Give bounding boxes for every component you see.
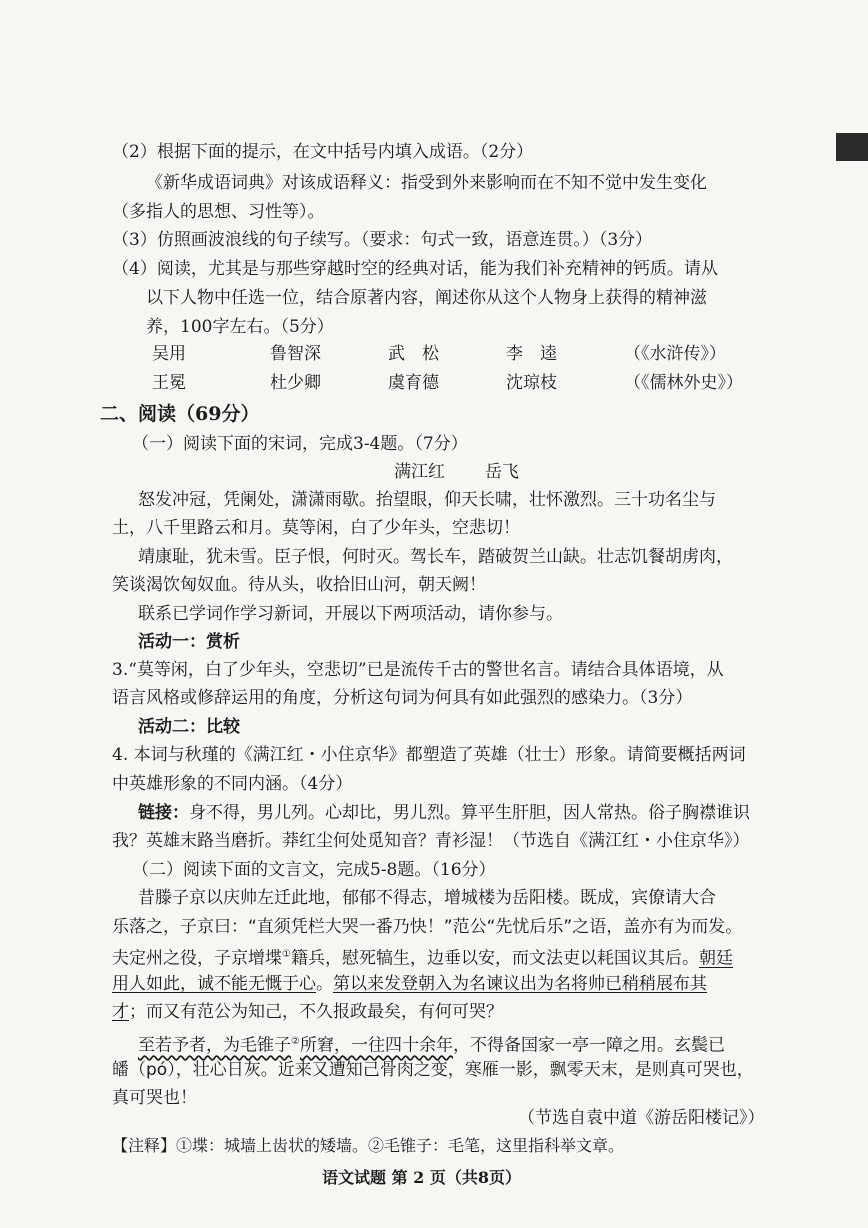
- character-row-rulin: [152, 371, 743, 395]
- question-4-line2: 中英雄形象的不同内涵。（4分）: [112, 774, 353, 794]
- link-line1: [138, 801, 750, 825]
- question-3-line2: 语言风格或修辞运用的角度，分析这句词为何具有如此强烈的感染力。（3分）: [112, 688, 693, 708]
- question-4-line1: 4. 本词与秋瑾的《满江红・小住京华》都塑造了英雄（壮士）形象。请简要概括两词: [112, 745, 746, 765]
- activity-two-label: 活动二：比较: [138, 717, 240, 737]
- prose-text: ；而又有范公为知己，不久报政最矣，有何可哭？: [129, 1002, 503, 1022]
- q4-line3: 养，100字左右。（5分）: [146, 317, 334, 337]
- page-footer: 语文试题 第 2 页（共8页）: [322, 1168, 521, 1187]
- character-name: 杜少卿: [270, 373, 321, 393]
- character-name: 沈琼枝: [506, 373, 557, 393]
- link-text: 身不得，男儿列。心却比，男儿烈。算平生肝胆，因人常热。俗子胸襟谁识: [189, 803, 750, 823]
- poem-author: 岳飞: [485, 462, 519, 482]
- prose-line: 昔滕子京以庆帅左迁此地，郁郁不得志，增城楼为岳阳楼。既成，宾僚请大合: [138, 888, 716, 908]
- book-title: （《水浒传》）: [624, 344, 726, 364]
- underlined-sentence: 才: [112, 1002, 129, 1022]
- character-name: 武 松: [388, 344, 439, 364]
- character-name: 虞育德: [388, 373, 439, 393]
- part1-intro: （一）阅读下面的宋词，完成3-4题。（7分）: [132, 434, 468, 454]
- underlined-sentence: 第以来发登朝入为名谏议出为名将帅已稍稍展布其: [333, 974, 707, 994]
- annotation-note: 【注释】①堞：城墙上齿状的矮墙。②毛锥子：毛笔，这里指科举文章。: [112, 1136, 625, 1155]
- book-title: （《儒林外史》）: [624, 373, 743, 393]
- q2-stem: （2）根据下面的提示，在文中括号内填入成语。（2分）: [112, 142, 534, 162]
- prose-text: 夫定州之役，子京增堞: [112, 948, 282, 969]
- q2-hint-line1: 《新华成语词典》对该成语释义：指受到外来影响而在不知不觉中发生变化: [146, 173, 707, 193]
- poem-line: 土，八千里路云和月。莫等闲，白了少年头，空悲切！: [112, 518, 520, 538]
- activity-intro: 联系已学词作学习新词，开展以下两项活动，请你参与。: [138, 604, 563, 624]
- prose-line: [138, 1030, 725, 1058]
- q4-line1: （4）阅读，尤其是与那些穿越时空的经典对话，能为我们补充精神的钙质。请从: [112, 259, 718, 279]
- question-3-line1: 3.“莫等闲，白了少年头，空悲切”已是流传千古的警世名言。请结合具体语境，从: [112, 660, 724, 680]
- footnote-marker: ②: [291, 1036, 300, 1047]
- footnote-marker: ①: [282, 949, 291, 960]
- wavy-underlined-sentence: 所窘，一往四十余年: [299, 1035, 453, 1056]
- poem-line: 靖康耻，犹未雪。臣子恨，何时灭。驾长车，踏破贺兰山缺。壮志饥餐胡虏肉，: [138, 547, 733, 567]
- prose-line: [112, 943, 733, 971]
- q3-stem: （3）仿照画波浪线的句子续写。（要求：句式一致，语意连贯。）（3分）: [112, 230, 653, 250]
- source-citation: （节选自袁中道《游岳阳楼记》）: [518, 1108, 765, 1128]
- underlined-sentence: 朝廷: [698, 948, 733, 969]
- character-name: 鲁智深: [270, 344, 321, 364]
- prose-text: ，不得备国家一亭一障之用。玄鬓已: [452, 1035, 725, 1056]
- poem-title-text: 满江红: [394, 462, 445, 482]
- prose-text: 籍兵，慰死犒生，边垂以安，而文法吏以耗国议其后。: [290, 948, 699, 969]
- prose-line: [112, 1000, 503, 1024]
- link-label: 链接：: [138, 803, 189, 823]
- character-row-shuihu: [152, 342, 726, 366]
- prose-line: 乐落之，子京曰：“直须凭栏大哭一番乃快！”范公“先忧后乐”之语，盖亦有为而发。: [112, 917, 743, 937]
- poem-line: 笑谈渴饮匈奴血。待从头，收拾旧山河，朝天阙！: [112, 575, 486, 595]
- prose-text: 。: [316, 974, 333, 994]
- part2-intro: （二）阅读下面的文言文，完成5-8题。（16分）: [132, 860, 496, 880]
- prose-line: 真可哭也！: [112, 1088, 197, 1108]
- character-name: 李 逵: [506, 344, 557, 364]
- poem-line: 怒发冲冠，凭阑处，潇潇雨歇。抬望眼，仰天长啸，壮怀激烈。三十功名尘与: [138, 490, 716, 510]
- page-edge-tab: [836, 133, 868, 161]
- wavy-underlined-sentence: 至若予者，为毛锥子: [138, 1035, 291, 1056]
- link-line2: 我？英雄末路当磨折。莽红尘何处觅知音？青衫湿！（节选自《满江红・小住京华》）: [112, 831, 750, 851]
- poem-title: [394, 460, 519, 484]
- q2-hint-line2: （多指人的思想、习性等）。: [112, 202, 325, 222]
- section-title: 二、阅读（69分）: [100, 403, 260, 425]
- q4-line2: 以下人物中任选一位，结合原著内容，阐述你从这个人物身上获得的精神滋: [146, 288, 707, 308]
- character-name: 吴用: [152, 344, 186, 364]
- underlined-sentence: 用人如此，诚不能无慨于心: [112, 974, 316, 994]
- prose-line: 皤（pó），壮心日灰。近来又遭知己骨肉之变，寒雁一影，飘零天末，是则真可哭也，: [112, 1060, 754, 1080]
- character-name: 王冕: [152, 373, 186, 393]
- activity-one-label: 活动一：赏析: [138, 632, 240, 652]
- prose-line: [112, 972, 707, 996]
